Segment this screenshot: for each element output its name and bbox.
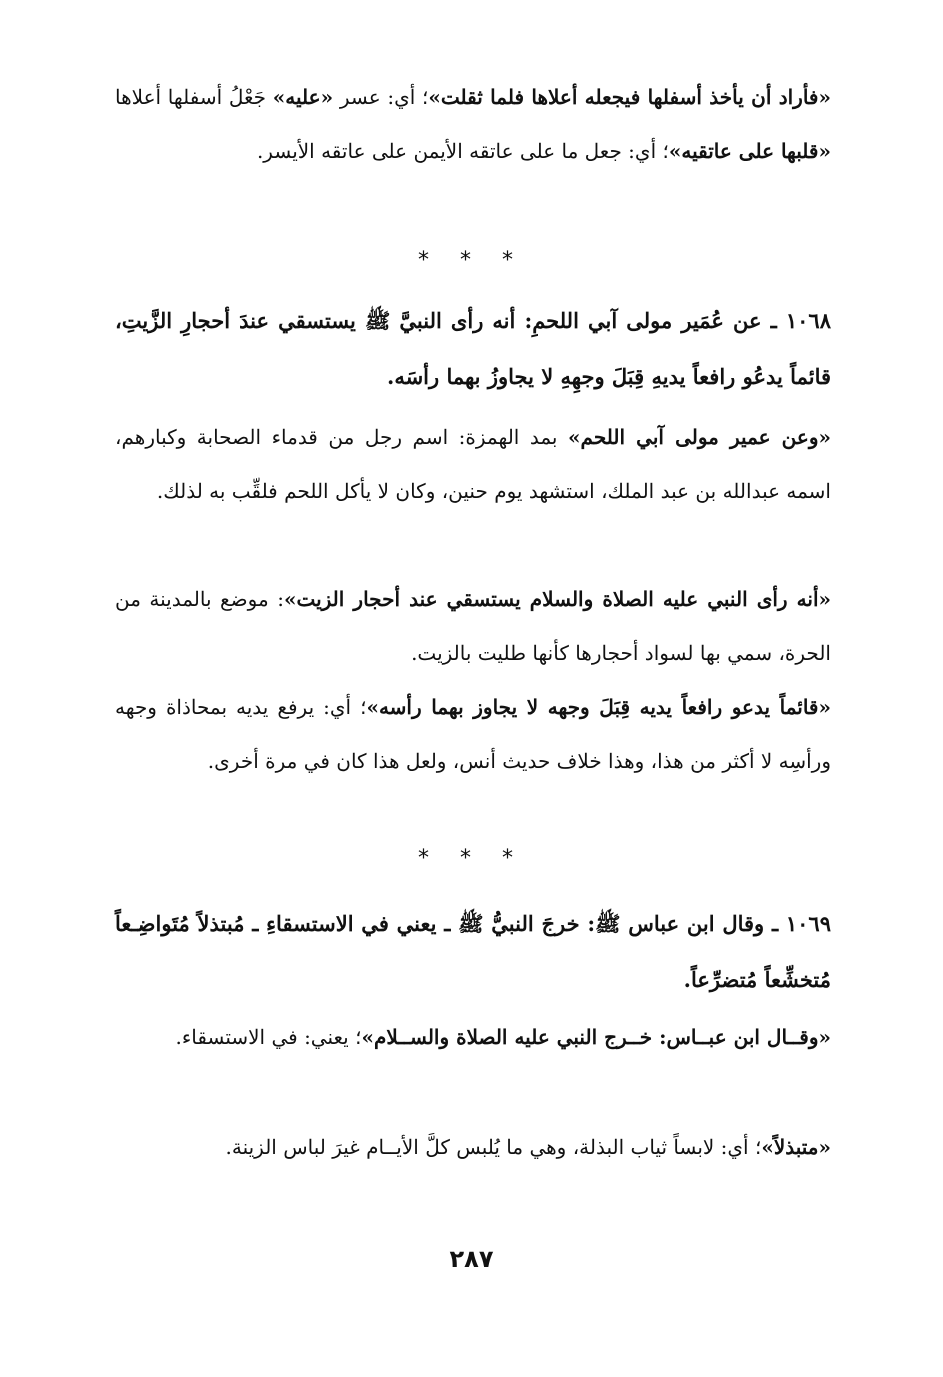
page-number: ٢٨٧ [449,1245,494,1273]
bold-text-segment: «قائماً يدعو رافعاً يديه قِبَلَ وجهه لا يجاوز بهما رأسه» [366,695,831,719]
commentary-paragraph-5 [115,680,831,788]
commentary-paragraph-1 [115,70,831,178]
bold-text-segment: «عليه» [272,85,334,109]
text-segment: بمد الهمزة: اسم رجل من قدماء الصحابة وكبارهم، اسمه عبدالله بن عبد الملك، استشهد يوم حنين، وكان لا يأكل اللحم فلقِّب به لذلك. [115,425,831,503]
bold-text-segment: ١٠٦٨ ـ عن عُمَير مولى آبي اللحمِ: أنه رأى النبيَّ ﷺ يستسقي عندَ أحجارِ الزَّيتِ، قائماً يدعُو رافعاً يديهِ قِبَلَ وجهِهِ لا يجاوزُ بهما رأسَه. [115,308,831,389]
section-divider-1: * * * [418,248,525,273]
bold-text-segment: ١٠٦٩ ـ وقال ابن عباس ﷺ: خرجَ النبيُّ ﷺ ـ يعني في الاستسقاءِ ـ مُبتذلاً مُتَواضِـعاً مُتخشِّعاً مُتضرِّعاً. [115,911,831,992]
commentary-paragraph-3 [115,410,831,518]
bold-text-segment: «وعن عمير مولى آبي اللحم» [568,425,831,449]
commentary-paragraph-4 [115,572,831,680]
text-segment: جَعْلُ أسفلها أعلاها [115,85,273,109]
text-segment: ؛ أي: عسر [333,85,429,109]
bold-text-segment: «فأراد أن يأخذ أسفلها فيجعله أعلاها فلما ثقلت» [428,85,831,109]
bold-text-segment: «أنه رأى النبي عليه الصلاة والسلام يستسقي عند أحجار الزيت» [283,587,832,611]
hadith-1069 [115,896,831,1008]
text-segment: ؛ أي: جعل ما على عاتقه الأيمن على عاتقه الأيسر. [256,139,669,163]
text-segment: ؛ يعني: في الاستسقاء. [175,1025,362,1049]
text-segment: ؛ أي: لابساً ثياب البذلة، وهي ما يُلبس كلَّ الأيــام غيرَ لباس الزينة. [225,1135,762,1159]
commentary-paragraph-8 [115,1120,831,1174]
text-segment: : موضع بالمدينة من الحرة، سمي بها لسواد أحجارها كأنها طليت بالزيت. [115,587,831,665]
bold-text-segment: «قلبها على عاتقيه» [668,139,831,163]
bold-text-segment: «متبذلاً» [761,1135,831,1159]
bold-text-segment: «وقــال ابن عبــاس: خــرج النبي عليه الصلاة والســلام» [361,1025,831,1049]
text-segment: ؛ أي: يرفع يديه بمحاذاة وجهه ورأسِه لا أكثر من هذا، وهذا خلاف حديث أنس، ولعل هذا كان في مرة أخرى. [115,695,831,773]
commentary-paragraph-7 [115,1010,831,1064]
hadith-1068 [115,293,831,405]
section-divider-2: * * * [418,846,525,871]
